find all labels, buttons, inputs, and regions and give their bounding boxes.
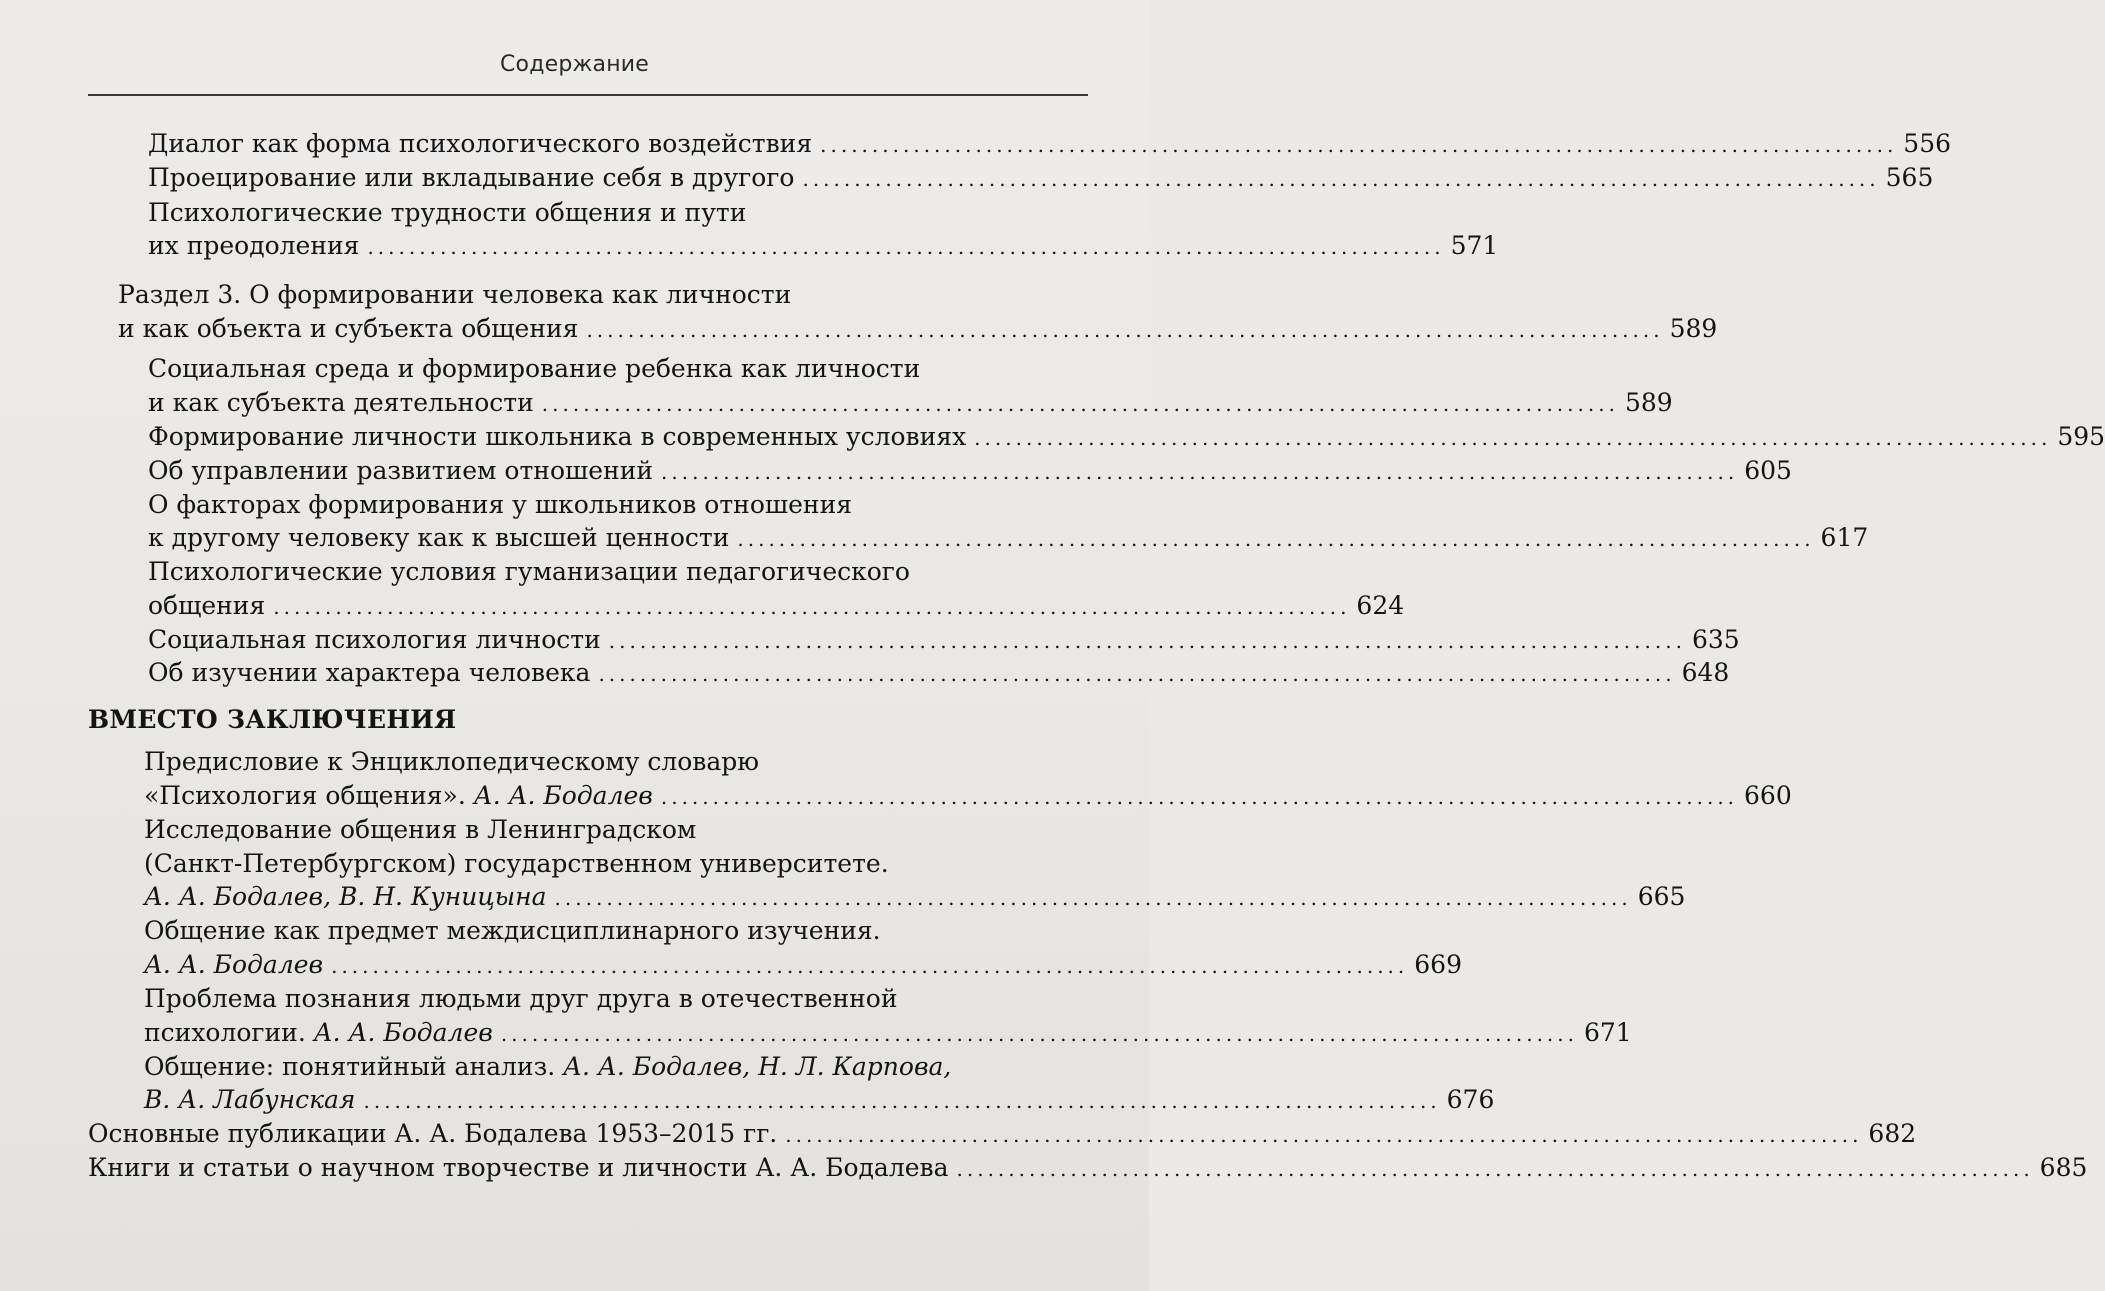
toc-entry-title: Проблема познания людьми друг друга в отечественной <box>144 984 898 1013</box>
toc-entry-title: Психологические условия гуманизации педагогического <box>148 557 910 586</box>
leader-dots: ........................................................................................................ <box>598 662 1676 686</box>
toc-page-number: 635 <box>1691 625 1740 654</box>
toc-entry-title: Социальная психология личности <box>148 625 601 654</box>
toc-entry-title: Предисловие к Энциклопедическому словарю <box>144 747 760 776</box>
leader-dots: ........................................................................................................ <box>554 886 1632 910</box>
leader-dots: ........................................................................................................ <box>608 629 1686 653</box>
leader-dots: ........................................................................................................ <box>956 1157 2034 1181</box>
toc-entry-author: А. А. Бодалев, В. Н. Куницына <box>144 882 547 911</box>
toc-entry <box>148 226 1499 266</box>
toc-entry-title: Общение как предмет междисциплинарного изучения. <box>144 916 881 945</box>
leader-dots: ........................................................................................................ <box>331 954 1409 978</box>
toc-entry-author: А. А. Бодалев, Н. Л. Карпова, <box>563 1052 952 1081</box>
leader-dots: ........................................................................................................ <box>367 235 1445 259</box>
toc-entry-title: их преодоления <box>148 231 360 260</box>
toc-entry-title: Диалог как форма психологического воздействия <box>148 129 813 158</box>
leader-dots: ........................................................................................................ <box>541 392 1619 416</box>
toc-entry-title: Об изучении характера человека <box>148 658 591 687</box>
toc-entry <box>148 158 1934 198</box>
toc-page-number: 676 <box>1446 1085 1495 1114</box>
leader-dots: ........................................................................................................ <box>363 1089 1441 1113</box>
toc-entry-title: Психологические трудности общения и пути <box>148 198 747 227</box>
toc-entry-author: А. А. Бодалев <box>313 1018 493 1047</box>
toc-section-title: Раздел 3. О формировании человека как личности <box>118 280 792 309</box>
toc-entry-title: О факторах формирования у школьников отношения <box>148 490 853 519</box>
toc-page-number: 617 <box>1820 523 1869 552</box>
toc-entry-title: психологии. <box>144 1018 306 1047</box>
toc-entry-title: Основные публикации А. А. Бодалева 1953–2015 гг. <box>88 1119 778 1148</box>
toc-entry-title: Общение: понятийный анализ. <box>144 1052 556 1081</box>
toc-page-number: 624 <box>1356 591 1405 620</box>
leader-dots: ........................................................................................................ <box>586 318 1664 342</box>
toc-page-number: 660 <box>1744 781 1792 810</box>
leader-dots: ........................................................................................................ <box>785 1123 1863 1147</box>
running-head-title: Содержание <box>499 52 650 77</box>
toc-page-number: 589 <box>1624 388 1673 417</box>
leader-dots: ........................................................................................................ <box>820 133 1898 157</box>
toc-entry <box>88 1148 2088 1188</box>
leader-dots: ........................................................................................................ <box>737 527 1815 551</box>
toc-page-number: 595 <box>2057 422 2105 451</box>
toc-page-number: 682 <box>1868 1119 1917 1148</box>
toc-entry-title: Проецирование или вкладывание себя в другого <box>148 163 795 192</box>
toc-page-number: 671 <box>1584 1018 1632 1047</box>
leader-dots: ........................................................................................................ <box>974 426 2052 450</box>
toc-entry-title: (Санкт-Петербургском) государственном университете. <box>144 849 889 878</box>
toc-entry-title: Исследование общения в Ленинградском <box>144 815 697 844</box>
leader-dots: ........................................................................................................ <box>802 167 1880 191</box>
leader-dots: ........................................................................................................ <box>660 785 1739 809</box>
toc-page-number: 685 <box>2039 1153 2088 1182</box>
toc-entry-title: и как объекта и субъекта общения <box>118 314 579 343</box>
toc-entry-title: Об управлении развитием отношений <box>148 456 654 485</box>
toc-page-number: 665 <box>1637 882 1686 911</box>
toc-entry <box>148 653 1730 693</box>
toc-page-number: 556 <box>1903 129 1952 158</box>
leader-dots: ........................................................................................................ <box>273 595 1351 619</box>
toc-entry-title: Книги и статьи о научном творчестве и личности А. А. Бодалева <box>88 1153 949 1182</box>
toc-entry-author: А. А. Бодалев <box>144 950 324 979</box>
toc-entry-title: к другому человеку как к высшей ценности <box>148 523 730 552</box>
toc-page-number: 571 <box>1450 231 1499 260</box>
toc-page-number: 605 <box>1744 456 1792 485</box>
toc-entry-title: Социальная среда и формирование ребенка как личности <box>148 354 921 383</box>
leader-dots: ........................................................................................................ <box>500 1022 1578 1046</box>
toc-entry-author: А. А. Бодалев <box>473 781 653 810</box>
toc-entry-author: В. А. Лабунская <box>144 1085 356 1114</box>
leader-dots: ........................................................................................................ <box>661 460 1739 484</box>
toc-entry-title: и как субъекта деятельности <box>148 388 534 417</box>
toc-page-number: 669 <box>1414 950 1462 979</box>
toc-entry-title: Формирование личности школьника в современных условиях <box>148 422 967 451</box>
toc-entry-title: «Психология общения». <box>144 781 466 810</box>
toc-section-entry <box>118 309 1718 349</box>
toc-part-heading: ВМЕСТО ЗАКЛЮЧЕНИЯ <box>88 705 457 734</box>
toc-entry-title: общения <box>148 591 266 620</box>
toc-page-number: 648 <box>1681 658 1730 687</box>
toc-page-number: 565 <box>1885 163 1934 192</box>
toc-page-number: 589 <box>1669 314 1718 343</box>
